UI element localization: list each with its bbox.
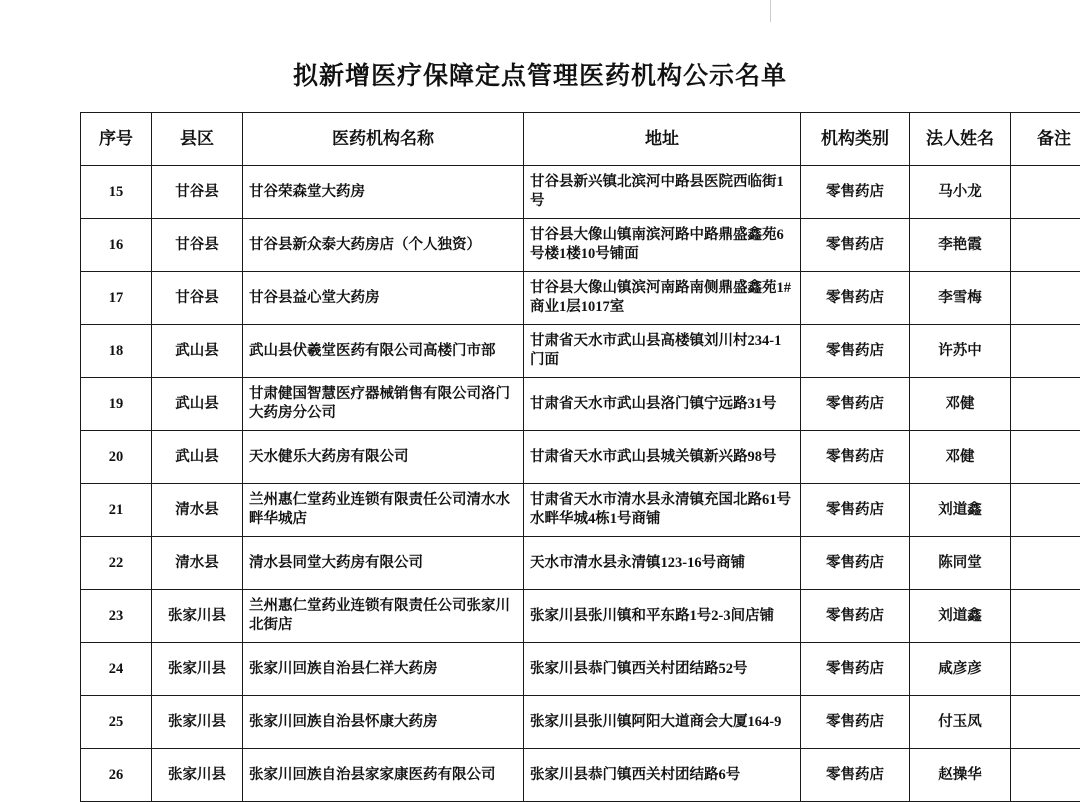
cell-legal-person: 刘道鑫 xyxy=(910,484,1011,537)
table-row xyxy=(81,590,1080,643)
table-row xyxy=(81,484,1080,537)
cell-legal-person: 咸彦彦 xyxy=(910,643,1011,696)
column-header-organization: 医药机构名称 xyxy=(243,113,524,166)
table-row xyxy=(81,749,1080,802)
table-row xyxy=(81,325,1080,378)
cell-county: 甘谷县 xyxy=(152,219,243,272)
table-row xyxy=(81,431,1080,484)
column-header-legal-person: 法人姓名 xyxy=(910,113,1011,166)
cell-index: 22 xyxy=(81,537,152,590)
table-row xyxy=(81,272,1080,325)
cell-address: 甘肃省天水市清水县永清镇充国北路61号水畔华城4栋1号商铺 xyxy=(524,484,801,537)
table-row xyxy=(81,537,1080,590)
cell-address: 张家川县张川镇阿阳大道商会大厦164-9 xyxy=(524,696,801,749)
column-header-address: 地址 xyxy=(524,113,801,166)
table-body xyxy=(81,166,1080,802)
cell-index: 18 xyxy=(81,325,152,378)
table-row xyxy=(81,696,1080,749)
cell-county: 张家川县 xyxy=(152,749,243,802)
column-header-remark: 备注 xyxy=(1011,113,1080,166)
cell-type: 零售药店 xyxy=(801,431,910,484)
cell-type: 零售药店 xyxy=(801,749,910,802)
cell-type: 零售药店 xyxy=(801,272,910,325)
cell-organization: 甘谷县新众泰大药房店（个人独资） xyxy=(243,219,524,272)
cell-county: 武山县 xyxy=(152,378,243,431)
cell-address: 甘谷县新兴镇北滨河中路县医院西临街1号 xyxy=(524,166,801,219)
cell-type: 零售药店 xyxy=(801,378,910,431)
cell-address: 甘肃省天水市武山县城关镇新兴路98号 xyxy=(524,431,801,484)
page-title: 拟新增医疗保障定点管理医药机构公示名单 xyxy=(0,0,1080,112)
cell-address: 张家川县张川镇和平东路1号2-3间店铺 xyxy=(524,590,801,643)
cell-organization: 甘谷县益心堂大药房 xyxy=(243,272,524,325)
cell-county: 武山县 xyxy=(152,325,243,378)
cell-organization: 天水健乐大药房有限公司 xyxy=(243,431,524,484)
cell-index: 25 xyxy=(81,696,152,749)
cell-legal-person: 李雪梅 xyxy=(910,272,1011,325)
page-top-divider xyxy=(770,0,771,22)
cell-legal-person: 赵操华 xyxy=(910,749,1011,802)
cell-address: 甘肃省天水市武山县高楼镇刘川村234-1门面 xyxy=(524,325,801,378)
cell-remark xyxy=(1011,643,1080,696)
cell-index: 26 xyxy=(81,749,152,802)
cell-type: 零售药店 xyxy=(801,484,910,537)
cell-county: 张家川县 xyxy=(152,696,243,749)
cell-county: 武山县 xyxy=(152,431,243,484)
cell-address: 天水市清水县永清镇123-16号商铺 xyxy=(524,537,801,590)
table-header xyxy=(81,113,1080,166)
cell-legal-person: 马小龙 xyxy=(910,166,1011,219)
cell-address: 张家川县恭门镇西关村团结路52号 xyxy=(524,643,801,696)
cell-remark xyxy=(1011,484,1080,537)
table-row xyxy=(81,166,1080,219)
cell-legal-person: 邓健 xyxy=(910,378,1011,431)
cell-county: 甘谷县 xyxy=(152,272,243,325)
cell-organization: 兰州惠仁堂药业连锁有限责任公司清水水畔华城店 xyxy=(243,484,524,537)
cell-county: 张家川县 xyxy=(152,590,243,643)
cell-remark xyxy=(1011,590,1080,643)
cell-index: 21 xyxy=(81,484,152,537)
listing-table xyxy=(80,112,1080,802)
cell-address: 甘谷县大像山镇滨河南路南侧鼎盛鑫苑1#商业1层1017室 xyxy=(524,272,801,325)
cell-organization: 甘肃健国智慧医疗器械销售有限公司洛门大药房分公司 xyxy=(243,378,524,431)
cell-type: 零售药店 xyxy=(801,643,910,696)
cell-index: 19 xyxy=(81,378,152,431)
column-header-type: 机构类别 xyxy=(801,113,910,166)
cell-index: 16 xyxy=(81,219,152,272)
cell-type: 零售药店 xyxy=(801,325,910,378)
cell-remark xyxy=(1011,696,1080,749)
cell-type: 零售药店 xyxy=(801,166,910,219)
cell-remark xyxy=(1011,166,1080,219)
cell-remark xyxy=(1011,272,1080,325)
table-row xyxy=(81,219,1080,272)
cell-organization: 张家川回族自治县仁祥大药房 xyxy=(243,643,524,696)
cell-address: 甘谷县大像山镇南滨河路中路鼎盛鑫苑6号楼1楼10号铺面 xyxy=(524,219,801,272)
cell-legal-person: 李艳霞 xyxy=(910,219,1011,272)
cell-county: 张家川县 xyxy=(152,643,243,696)
cell-county: 清水县 xyxy=(152,484,243,537)
cell-index: 20 xyxy=(81,431,152,484)
cell-organization: 清水县同堂大药房有限公司 xyxy=(243,537,524,590)
cell-legal-person: 许苏中 xyxy=(910,325,1011,378)
cell-county: 甘谷县 xyxy=(152,166,243,219)
cell-remark xyxy=(1011,325,1080,378)
cell-legal-person: 付玉凤 xyxy=(910,696,1011,749)
cell-type: 零售药店 xyxy=(801,696,910,749)
cell-legal-person: 陈同堂 xyxy=(910,537,1011,590)
table-row xyxy=(81,378,1080,431)
cell-organization: 武山县伏羲堂医药有限公司高楼门市部 xyxy=(243,325,524,378)
cell-remark xyxy=(1011,749,1080,802)
cell-address: 甘肃省天水市武山县洛门镇宁远路31号 xyxy=(524,378,801,431)
cell-address: 张家川县恭门镇西关村团结路6号 xyxy=(524,749,801,802)
cell-legal-person: 邓健 xyxy=(910,431,1011,484)
cell-type: 零售药店 xyxy=(801,537,910,590)
cell-organization: 甘谷荣森堂大药房 xyxy=(243,166,524,219)
table-header-row xyxy=(81,113,1080,166)
column-header-county: 县区 xyxy=(152,113,243,166)
cell-remark xyxy=(1011,431,1080,484)
cell-index: 23 xyxy=(81,590,152,643)
cell-index: 15 xyxy=(81,166,152,219)
cell-type: 零售药店 xyxy=(801,219,910,272)
cell-county: 清水县 xyxy=(152,537,243,590)
column-header-index: 序号 xyxy=(81,113,152,166)
cell-legal-person: 刘道鑫 xyxy=(910,590,1011,643)
cell-type: 零售药店 xyxy=(801,590,910,643)
cell-index: 24 xyxy=(81,643,152,696)
listing-table-wrapper xyxy=(80,112,1000,802)
cell-organization: 张家川回族自治县家家康医药有限公司 xyxy=(243,749,524,802)
table-row xyxy=(81,643,1080,696)
cell-organization: 兰州惠仁堂药业连锁有限责任公司张家川北街店 xyxy=(243,590,524,643)
cell-organization: 张家川回族自治县怀康大药房 xyxy=(243,696,524,749)
cell-index: 17 xyxy=(81,272,152,325)
cell-remark xyxy=(1011,219,1080,272)
cell-remark xyxy=(1011,537,1080,590)
cell-remark xyxy=(1011,378,1080,431)
